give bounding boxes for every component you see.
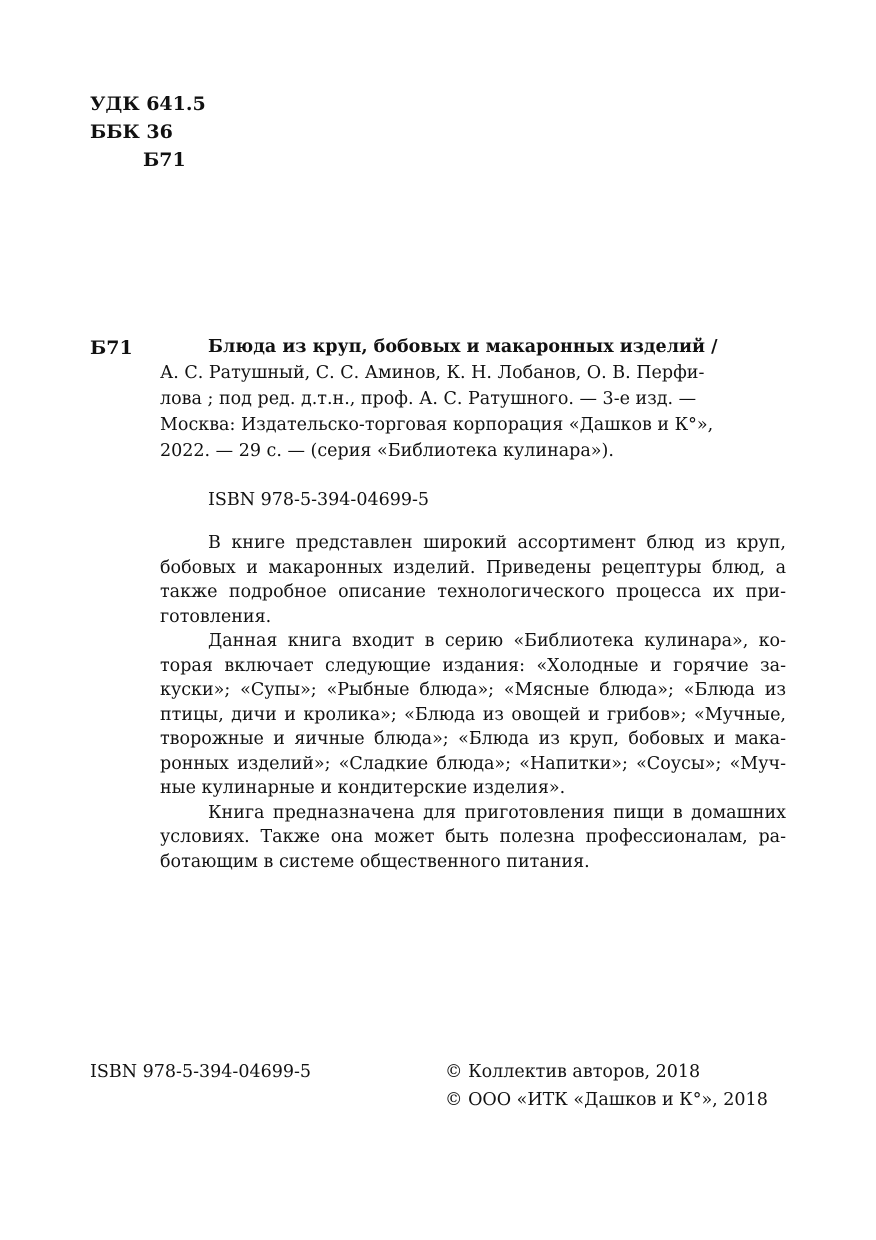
annotation-line: условиях. Также она может быть полезна профессионалам, ра- xyxy=(160,827,786,847)
annotation xyxy=(160,531,786,874)
record-line: А. С. Ратушный, С. С. Аминов, К. Н. Лобанов, О. В. Перфи- xyxy=(160,363,705,383)
copyright-authors: © Коллектив авторов, 2018 xyxy=(445,1062,701,1082)
annotation-line: ботающим в системе общественного питания. xyxy=(160,851,590,872)
annotation-line: куски»; «Супы»; «Рыбные блюда»; «Мясные блюда»; «Блюда из xyxy=(160,680,786,700)
catalog-author-mark: Б71 xyxy=(90,337,133,359)
author-mark: Б71 xyxy=(143,149,186,171)
annotation-line: В книге представлен широкий ассортимент блюд из круп, xyxy=(208,533,786,553)
annotation-line: ные кулинарные и кондитерские изделия». xyxy=(160,778,566,798)
record-isbn: ISBN 978-5-394-04699-5 xyxy=(208,490,430,510)
annotation-line: торая включает следующие издания: «Холодные и горячие за- xyxy=(160,655,786,676)
annotation-line: также подробное описание технологического процесса их при- xyxy=(160,582,786,602)
annotation-line: Книга предназначена для приготовления пищи в домашних xyxy=(208,802,786,823)
annotation-line: бобовых и макаронных изделий. Приведены рецептуры блюд, а xyxy=(160,557,786,578)
annotation-line: готовления. xyxy=(160,606,272,627)
record-line: лова ; под ред. д.т.н., проф. А. С. Ратушного. — 3-е изд. — xyxy=(160,389,697,409)
footer-isbn: ISBN 978-5-394-04699-5 xyxy=(90,1062,312,1082)
copyright-block xyxy=(445,1058,768,1114)
annotation-line: творожные и яичные блюда»; «Блюда из круп, бобовых и мака- xyxy=(160,729,786,749)
record-title-line: Блюда из круп, бобовых и макаронных изделий / xyxy=(208,337,718,357)
udk-code: УДК 641.5 xyxy=(90,93,206,115)
annotation-line: ронных изделий»; «Сладкие блюда»; «Напитки»; «Соусы»; «Муч- xyxy=(160,753,786,774)
annotation-line: Данная книга входит в серию «Библиотека кулинара», ко- xyxy=(208,631,786,651)
record-line: 2022. — 29 с. — (серия «Библиотека кулинара»). xyxy=(160,441,614,461)
copyright-publisher: © ООО «ИТК «Дашков и К°», 2018 xyxy=(445,1090,768,1110)
classification-block xyxy=(90,90,206,174)
bibliographic-record xyxy=(160,334,786,464)
record-line: Москва: Издательско-торговая корпорация «Дашков и К°», xyxy=(160,415,714,435)
annotation-line: птицы, дичи и кролика»; «Блюда из овощей и грибов»; «Мучные, xyxy=(160,704,786,725)
bbk-code: ББК 36 xyxy=(90,121,173,143)
